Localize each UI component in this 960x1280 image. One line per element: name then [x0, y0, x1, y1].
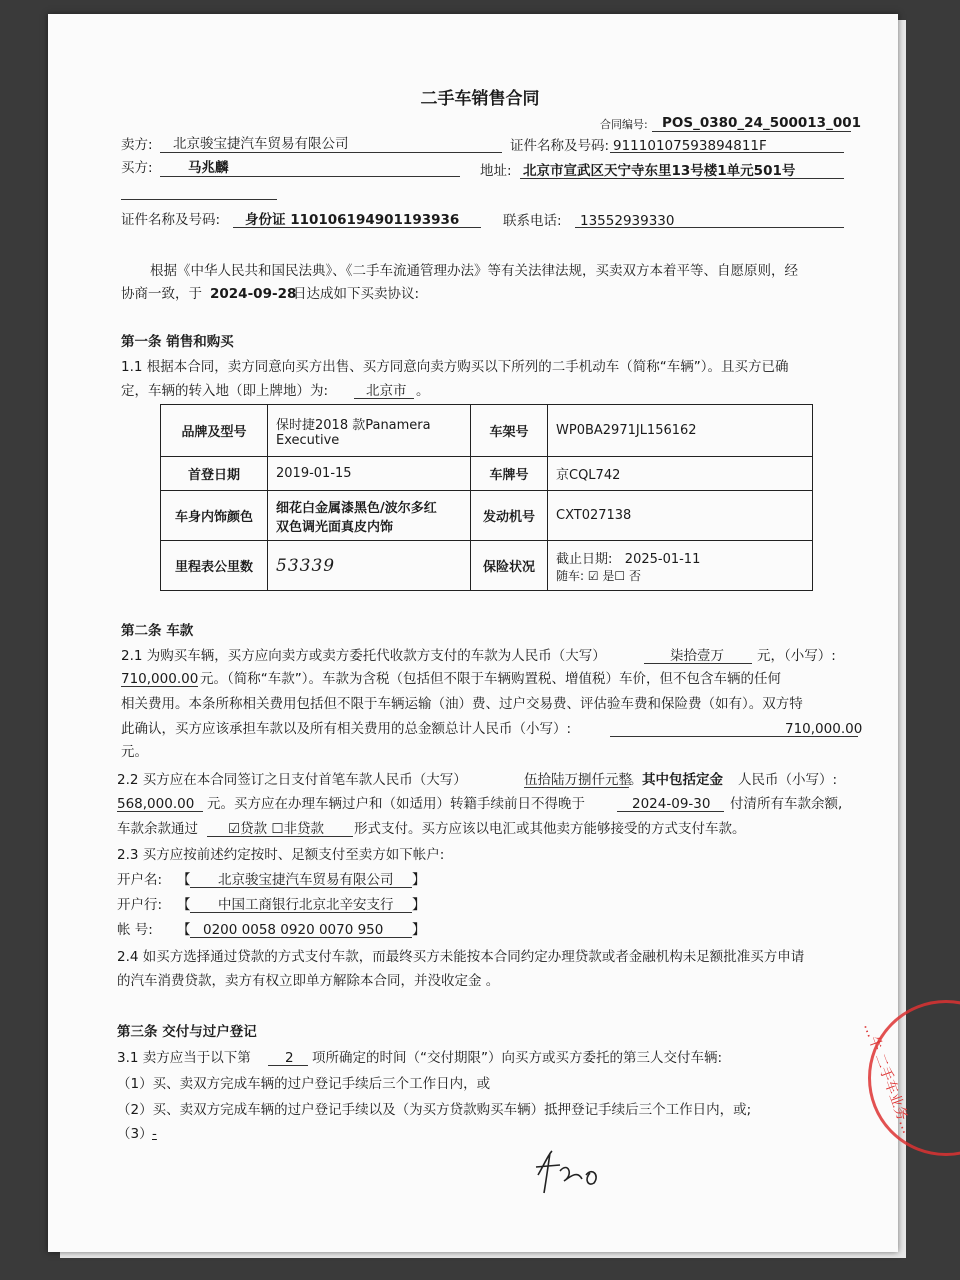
- buyer-name: 马兆麟: [188, 160, 229, 176]
- insurance-transfer: 随车: ☑ 是☐ 否: [556, 568, 642, 583]
- seller-cert-label: 证件名称及号码:: [510, 138, 610, 154]
- price-amount-underline: [121, 686, 198, 687]
- article-2-3: 2.3 买方应按前述约定按时、足额支付至卖方如下帐户:: [117, 847, 445, 863]
- article-2-2-line-2-end: 付清所有车款余额,: [730, 796, 843, 812]
- article-2-2-line-3-end: 形式支付。买方应该以电汇或其他卖方能够接受的方式支付车款。: [354, 821, 746, 837]
- contract-no-label: 合同编号:: [600, 118, 648, 131]
- article-1-1-end: 。: [416, 383, 430, 399]
- address-label: 地址:: [480, 163, 512, 179]
- article-3-1-end: 项所确定的时间（“交付期限”）向买方或买方委托的第三人交付车辆:: [312, 1050, 723, 1066]
- phone-label: 联系电话:: [503, 213, 562, 229]
- article-2-1-line-3: 相关费用。本条所称相关费用包括但不限于车辆运输（油）费、过户交易费、评估验车费和保险费（如有）。双方特: [121, 696, 803, 712]
- color-value: [268, 491, 471, 541]
- total-amount: 710,000.00: [785, 721, 863, 737]
- agreement-date: 2024-09-28: [210, 286, 297, 302]
- address-continuation-underline: [121, 199, 277, 200]
- article-3-1-start: 3.1 卖方应当于以下第: [117, 1050, 251, 1066]
- article-2-2-line-1: 2.2 买方应在本合同签订之日支付首笔车款人民币（大写）: [117, 772, 467, 788]
- brand-label: 品牌及型号: [161, 405, 268, 457]
- insurance-label: 保险状况: [471, 541, 548, 591]
- article-2-2-deposit: 其中包括定金: [642, 772, 723, 788]
- first-payment-upper: 伍拾陆万捌仟元整: [524, 772, 632, 788]
- account-no-bracket-left: 【: [177, 922, 191, 938]
- plate-value: 京CQL742: [548, 457, 813, 491]
- pay-method: ☑贷款 ☐非贷款: [228, 821, 324, 837]
- reg-date-value: 2019-01-15: [268, 457, 471, 491]
- mileage-cell: [268, 541, 471, 591]
- article-1-1-line-2: 定，车辆的转入地（即上牌地）为:: [121, 383, 329, 399]
- plate-label: 车牌号: [471, 457, 548, 491]
- intro-line-2b: 日达成如下买卖协议:: [293, 286, 420, 302]
- engine-value: CXT027138: [548, 491, 813, 541]
- article-2-2-rmb: 人民币（小写）:: [738, 772, 838, 788]
- article-2-1-line-5: 元。: [121, 744, 148, 760]
- color-line-1: 细花白金属漆黑色/波尔多红: [276, 500, 437, 516]
- article-2-1-line-2: 元。（简称“车款”）。车款为含税（包括但不限于车辆购置税、增值税）车价，但不包含车辆的任何: [200, 671, 781, 687]
- account-bank-bracket-left: 【: [177, 897, 191, 913]
- buyer-address: 北京市宣武区天宁寺东里13号楼1单元501号: [523, 163, 796, 179]
- article-2-4-line-2: 的汽车消费贷款，卖方有权立即单方解除本合同，并没收定金 。: [117, 973, 500, 989]
- vin-value: WP0BA2971JL156162: [548, 405, 813, 457]
- engine-label: 发动机号: [471, 491, 548, 541]
- article-2-title: 第二条 车款: [121, 623, 194, 639]
- color-label: 车身内饰颜色: [161, 491, 268, 541]
- handwritten-signature: [530, 1145, 620, 1200]
- buyer-cert-label: 证件名称及号码:: [121, 212, 221, 228]
- account-bank-bracket-right: 】: [412, 897, 426, 913]
- brand-line-2: Executive: [276, 432, 340, 448]
- color-line-2: 双色调光面真皮内饰: [276, 519, 394, 535]
- article-2-1-line-1-end: 元，（小写）:: [757, 648, 836, 664]
- price-amount: 710,000.00: [121, 671, 199, 687]
- first-payment-amount: 568,000.00: [117, 796, 195, 812]
- contract-no: POS_0380_24_500013_001: [662, 115, 861, 131]
- account-no-bracket-right: 】: [412, 922, 426, 938]
- buyer-label: 买方:: [121, 160, 153, 176]
- mileage-label: 里程表公里数: [161, 541, 268, 591]
- seller-name: 北京骏宝捷汽车贸易有限公司: [173, 136, 349, 152]
- insurance-value: [548, 541, 813, 591]
- account-name-bracket-left: 【: [177, 872, 191, 888]
- insurance-deadline: 2025-01-11: [624, 551, 701, 567]
- transfer-city: 北京市: [366, 383, 407, 399]
- first-payment-amount-underline: [117, 811, 203, 812]
- account-bank-label: 开户行:: [117, 897, 163, 913]
- mileage-handwritten: 53339: [276, 555, 336, 576]
- intro-line-1: 根据《中华人民共和国民法典》、《二手车流通管理办法》等有关法律法规，买卖双方本着平等、自愿原则，经: [150, 263, 798, 279]
- article-2-1-line-4: 此确认，买方应该承担车款以及所有相关费用的总金额总计人民币（小写）:: [121, 721, 572, 737]
- delivery-option-3: （3）: [117, 1126, 153, 1142]
- article-2-1-line-1: 2.1 为购买车辆，买方应向卖方或卖方委托代收款方支付的车款为人民币（大写）: [121, 648, 606, 664]
- page-title: 二手车销售合同: [420, 89, 540, 109]
- company-seal-text: …牛 二手车业务…: [860, 1021, 916, 1136]
- delivery-option-2: （2）买、卖双方完成车辆的过户登记手续以及（为买方贷款购买车辆）抵押登记手续后三个工作日内，或;: [117, 1102, 752, 1118]
- reg-date-label: 首登日期: [161, 457, 268, 491]
- seller-label: 卖方:: [121, 137, 153, 153]
- article-2-4-line-1: 2.4 如买方选择通过贷款的方式支付车款，而最终买方未能按本合同约定办理贷款或者金融机构未足额批准买方申请: [117, 949, 805, 965]
- vin-label: 车架号: [471, 405, 548, 457]
- delivery-option-3-value: -: [152, 1126, 157, 1142]
- buyer-phone: 13552939330: [580, 213, 675, 229]
- delivery-option: 2: [285, 1050, 294, 1066]
- account-name: 北京骏宝捷汽车贸易有限公司: [218, 872, 394, 888]
- article-1-1-line-1: 1.1 根据本合同，卖方同意向买方出售、买方同意向卖方购买以下所列的二手机动车（简称“车辆”）。且买方已确: [121, 359, 789, 375]
- article-2-2-period: 。: [629, 772, 643, 788]
- account-bank: 中国工商银行北京北辛安支行: [218, 897, 394, 913]
- article-3-title: 第三条 交付与过户登记: [117, 1024, 257, 1040]
- account-name-bracket-right: 】: [412, 872, 426, 888]
- insurance-deadline-label: 截止日期:: [556, 551, 613, 567]
- price-upper: 柒拾壹万: [670, 648, 724, 664]
- buyer-cert: 身份证 110106194901193936: [245, 212, 460, 228]
- account-no-label: 帐 号:: [117, 922, 153, 938]
- balance-date: 2024-09-30: [632, 796, 711, 812]
- brand-line-1: 保时捷2018 款Panamera: [276, 417, 431, 433]
- vehicle-info-table: [160, 404, 813, 591]
- article-2-2-line-2: 元。买方应在办理车辆过户和（如适用）转籍手续前日不得晚于: [207, 796, 585, 812]
- article-2-2-line-3: 车款余款通过: [117, 821, 198, 837]
- article-1-title: 第一条 销售和购买: [121, 334, 234, 350]
- account-no: 0200 0058 0920 0070 950: [203, 922, 384, 938]
- intro-line-2a: 协商一致，于: [121, 286, 202, 302]
- seller-cert: 91110107593894811F: [613, 138, 767, 154]
- account-name-label: 开户名:: [117, 872, 163, 888]
- brand-value: [268, 405, 471, 457]
- delivery-option-1: （1）买、卖双方完成车辆的过户登记手续后三个工作日内，或: [117, 1076, 491, 1092]
